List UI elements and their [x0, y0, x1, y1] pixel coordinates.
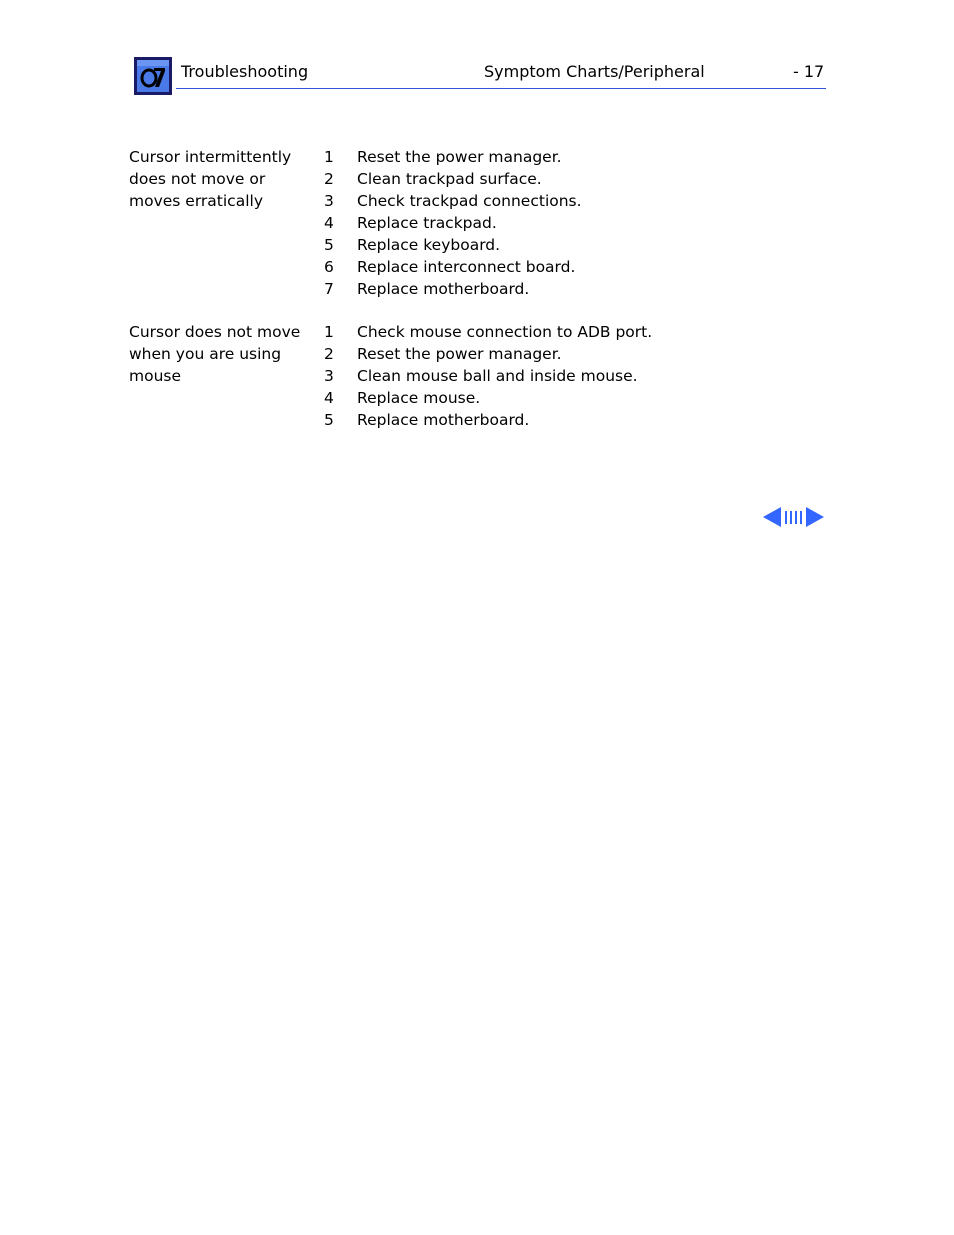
step-text: Replace trackpad.	[357, 214, 497, 232]
step-text: Replace mouse.	[357, 389, 481, 407]
step-number: 5	[324, 236, 334, 254]
step-text: Check mouse connection to ADB port.	[357, 323, 653, 341]
step-text: Replace interconnect board.	[357, 258, 576, 276]
step-number: 1	[324, 323, 334, 341]
step-text: Replace motherboard.	[357, 280, 530, 298]
step-text: Reset the power manager.	[357, 345, 562, 363]
apple-service-logo-icon	[134, 57, 172, 95]
symptom-row	[129, 146, 829, 306]
step-text: Clean mouse ball and inside mouse.	[357, 367, 638, 385]
symptom-description	[129, 146, 314, 212]
page-navigation	[763, 506, 825, 528]
symptom-line: when you are using	[129, 345, 282, 363]
step-number: 4	[324, 389, 334, 407]
symptom-line: Cursor does not move	[129, 323, 301, 341]
step-text: Clean trackpad surface.	[357, 170, 542, 188]
step-number: 1	[324, 148, 334, 166]
step-number: 6	[324, 258, 334, 276]
step-number: 4	[324, 214, 334, 232]
page-index-icon[interactable]	[785, 511, 802, 524]
step-text: Replace keyboard.	[357, 236, 501, 254]
next-page-arrow-icon[interactable]	[806, 507, 824, 527]
symptom-line: Cursor intermittently	[129, 148, 292, 166]
symptom-description	[129, 321, 314, 387]
header-divider	[176, 88, 826, 89]
step-text: Reset the power manager.	[357, 148, 562, 166]
page-number: - 17	[793, 62, 825, 81]
header-title: Symptom Charts/Peripheral	[484, 62, 705, 81]
step-number: 3	[324, 192, 334, 210]
step-number: 2	[324, 170, 334, 188]
previous-page-arrow-icon[interactable]	[763, 507, 781, 527]
symptom-line: moves erratically	[129, 192, 263, 210]
step-text: Check trackpad connections.	[357, 192, 582, 210]
header-section: Troubleshooting	[181, 62, 309, 81]
step-number: 3	[324, 367, 334, 385]
symptom-line: does not move or	[129, 170, 266, 188]
step-text: Replace motherboard.	[357, 411, 530, 429]
step-number: 7	[324, 280, 334, 298]
symptom-line: mouse	[129, 367, 182, 385]
symptom-row	[129, 321, 829, 436]
step-number: 2	[324, 345, 334, 363]
step-number: 5	[324, 411, 334, 429]
